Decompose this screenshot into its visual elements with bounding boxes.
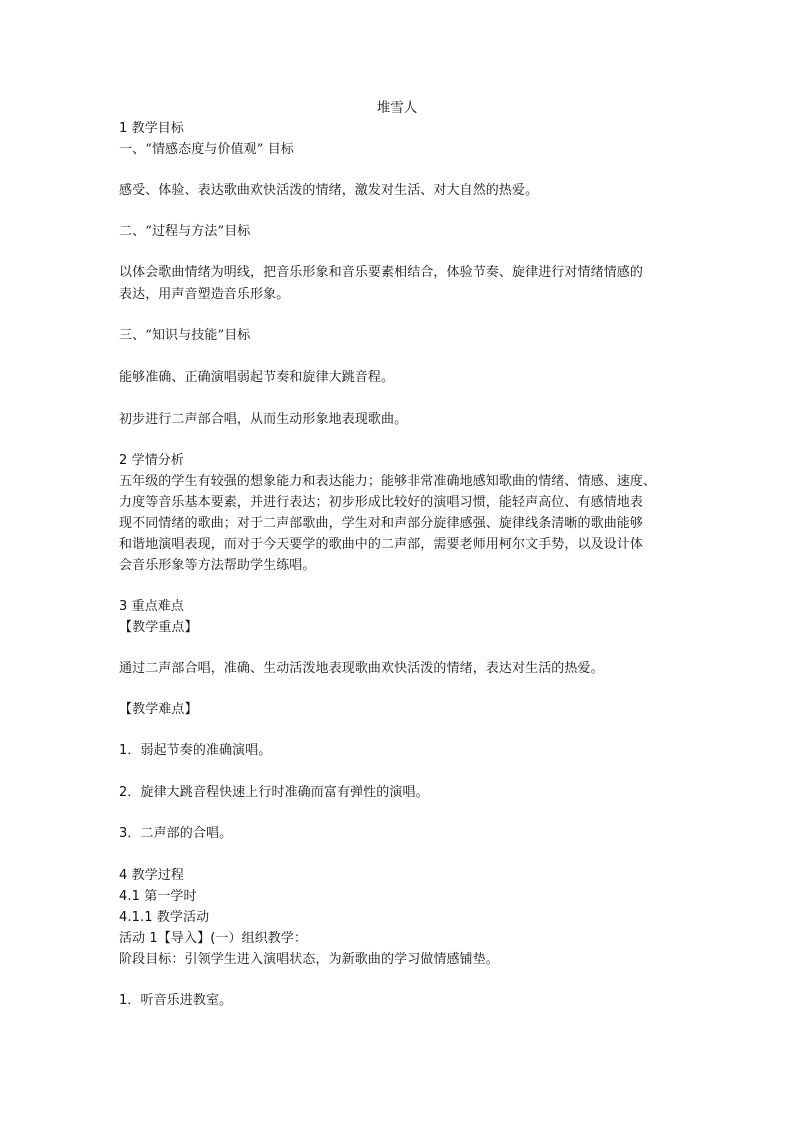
- goal-3-heading-quoted: “知识与技能”: [145, 328, 225, 343]
- difficulty-item-2: 2．旋律大跳音程快速上行时准确而富有弹性的演唱。: [119, 785, 429, 800]
- difficulties-heading: 【教学难点】: [119, 702, 198, 717]
- goal-1-text: 感受、体验、表达歌曲欢快活泼的情绪，激发对生活、对大自然的热爱。: [119, 183, 539, 198]
- document-title: 堆雪人: [376, 100, 418, 116]
- goal-2-heading-quoted: “过程与方法”: [145, 224, 225, 239]
- goal-3-heading-prefix: 三、: [119, 328, 146, 343]
- difficulty-item-1: 1．弱起节奏的准确演唱。: [119, 743, 272, 758]
- goal-2-text-line-2: 表达，用声音塑造音乐形象。: [119, 287, 290, 302]
- difficulty-item-3: 3．二声部的合唱。: [119, 826, 233, 841]
- goal-2-heading-suffix: 目标: [224, 224, 251, 239]
- section-heading-key-difficulties: 3 重点难点: [119, 599, 185, 614]
- goal-1-heading-suffix: 目标: [263, 142, 294, 157]
- goal-3-text-1: 能够准确、正确演唱弱起节奏和旋律大跳音程。: [119, 370, 395, 385]
- student-analysis-line-4: 和谐地演唱表现，而对于今天要学的歌曲中的二声部，需要老师用柯尔文手势，以及设计体: [119, 537, 644, 552]
- section-heading-student-analysis: 2 学情分析: [119, 453, 185, 468]
- student-analysis-line-2: 力度等音乐基本要素，并进行表达；初步形成比较好的演唱习惯，能轻声高位、有感情地表: [119, 495, 644, 510]
- goal-3-heading-suffix: 目标: [224, 328, 251, 343]
- goal-2-heading: [119, 221, 250, 242]
- goal-1-heading: [119, 139, 294, 160]
- goal-3-text-2: 初步进行二声部合唱，从而生动形象地表现歌曲。: [119, 412, 408, 427]
- step-1-text: 1．听音乐进教室。: [119, 993, 233, 1008]
- subsection-teaching-activity: 4.1.1 教学活动: [119, 910, 210, 925]
- goal-1-heading-prefix: 一、: [119, 142, 146, 157]
- goal-2-heading-prefix: 二、: [119, 224, 146, 239]
- subsection-first-period: 4.1 第一学时: [119, 889, 197, 904]
- section-heading-teaching-goals: 1 教学目标: [119, 121, 185, 136]
- student-analysis-line-5: 会音乐形象等方法帮助学生练唱。: [119, 558, 316, 573]
- goal-1-heading-quoted: “情感态度与价值观”: [145, 142, 264, 157]
- key-points-text: 通过二声部合唱，准确、生动活泼地表现歌曲欢快活泼的情绪，表达对生活的热爱。: [119, 661, 604, 676]
- student-analysis-line-1: 五年级的学生有较强的想象能力和表达能力；能够非常准确地感知歌曲的情绪、情感、速度、: [119, 474, 657, 489]
- section-heading-teaching-process: 4 教学过程: [119, 868, 185, 883]
- activity-1-heading: 活动 1【导入】(一）组织教学：: [119, 931, 308, 946]
- student-analysis-line-3: 现不同情绪的歌曲；对于二声部歌曲，学生对和声部分旋律感强、旋律线条清晰的歌曲能够: [119, 516, 644, 531]
- goal-3-heading: [119, 325, 250, 346]
- goal-2-text-line-1: 以体会歌曲情绪为明线，把音乐形象和音乐要素相结合，体验节奏、旋律进行对情绪情感的: [119, 265, 644, 280]
- key-points-heading: 【教学重点】: [119, 620, 198, 635]
- stage-goal-text: 阶段目标：引领学生进入演唱状态，为新歌曲的学习做情感铺垫。: [119, 952, 499, 967]
